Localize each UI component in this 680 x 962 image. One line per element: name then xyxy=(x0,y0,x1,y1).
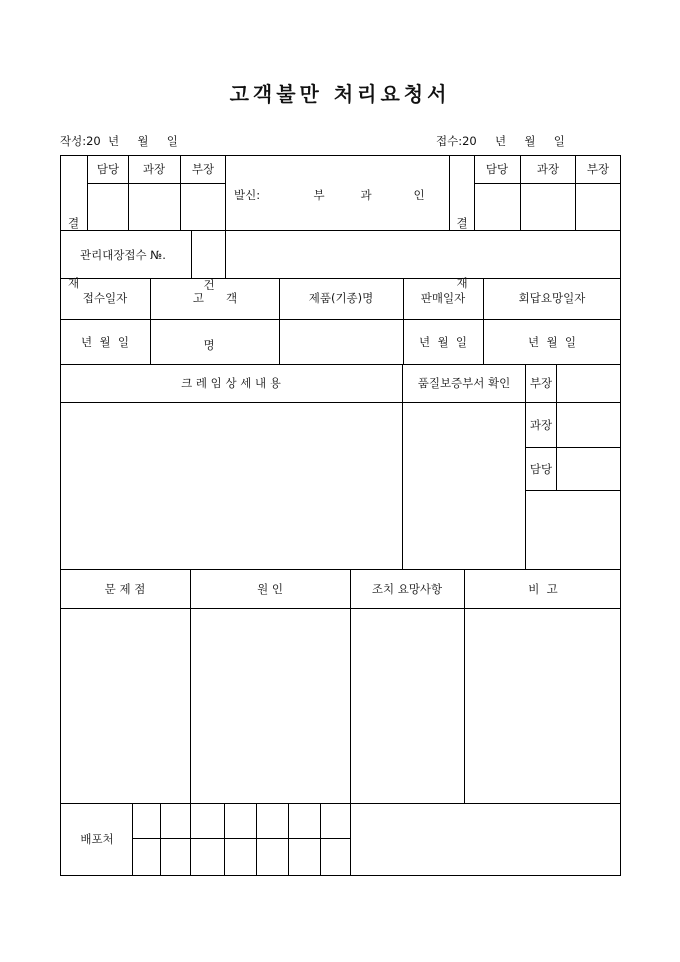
product-model-header: 제품(기종)명 xyxy=(308,291,374,305)
approval-right-col-staff: 담당 xyxy=(485,162,509,176)
receipt-date-value: 년 월 일 xyxy=(81,335,129,349)
subject-label: 건 명 xyxy=(203,278,215,352)
approval-left-col-staff: 담당 xyxy=(96,162,120,176)
sender-dept: 부 xyxy=(313,188,325,202)
receipt-date-header: 접수일자 xyxy=(82,291,128,305)
sale-date-header: 판매일자 xyxy=(420,291,466,305)
reply-due-date-value: 년 월 일 xyxy=(528,335,576,349)
form-sheet xyxy=(60,155,621,876)
approval-left-col-director: 부장 xyxy=(191,162,215,176)
approval-left-col-manager: 과장 xyxy=(142,162,166,176)
sale-date-value: 년 월 일 xyxy=(419,335,467,349)
sender-label: 발신: xyxy=(234,188,261,202)
remarks-header: 비 고 xyxy=(528,582,558,596)
approval-right-label: 결 재 xyxy=(456,216,468,290)
qa-role-director: 부장 xyxy=(529,376,553,390)
approval-left-label: 결 재 xyxy=(67,216,80,290)
qa-role-staff: 담당 xyxy=(529,462,553,476)
sender-section: 과 xyxy=(360,188,372,202)
sender-seal: 인 xyxy=(413,188,425,202)
reply-due-date-header: 회답요망일자 xyxy=(518,291,586,305)
registry-label: 관리대장접수 №. xyxy=(80,248,166,262)
approval-right-col-manager: 과장 xyxy=(536,162,560,176)
action-request-header: 조치 요망사항 xyxy=(371,582,443,596)
form-title: 고객불만 처리요청서 xyxy=(229,82,451,106)
qa-dept-header: 품질보증부서 확인 xyxy=(417,376,511,390)
claim-detail-header: 크 레 임 상 세 내 용 xyxy=(181,376,281,390)
problem-header: 문 제 점 xyxy=(104,582,146,596)
approval-right-col-director: 부장 xyxy=(586,162,610,176)
distribution-label: 배포처 xyxy=(80,832,114,846)
qa-role-manager: 과장 xyxy=(529,418,553,432)
cause-header: 원 인 xyxy=(257,582,283,596)
received-date: 접수:20 년 월 일 xyxy=(436,134,565,148)
customer-header: 고 객 xyxy=(192,291,238,305)
form-grid-lines xyxy=(60,155,621,876)
written-date: 작성:20 년 월 일 xyxy=(60,134,178,148)
